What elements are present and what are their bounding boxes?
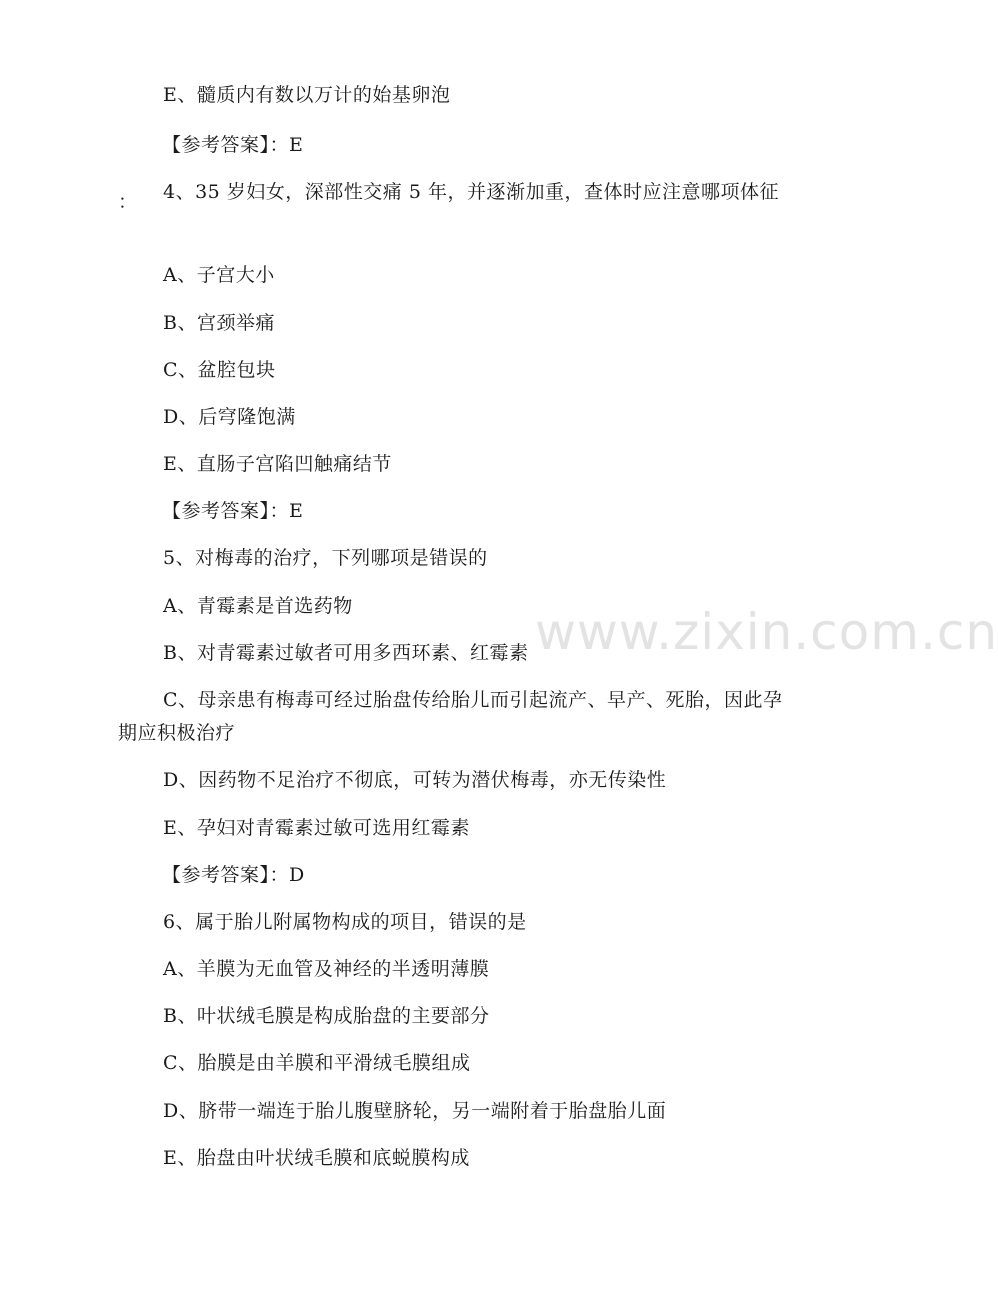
q4-option-a: A、子宫大小: [163, 264, 275, 286]
q5-option-d: D、因药物不足治疗不彻底，可转为潜伏梅毒，亦无传染性: [163, 769, 667, 791]
q5-option-c: C、母亲患有梅毒可经过胎盘传给胎儿而引起流产、早产、死胎，因此孕: [163, 689, 783, 711]
q5-stem: 5、对梅毒的治疗，下列哪项是错误的: [163, 547, 488, 569]
q4-stem-continuation: ：: [118, 191, 138, 213]
q4-option-b: B、宫颈举痛: [163, 312, 275, 334]
q5-option-a: A、青霉素是首选药物: [163, 595, 353, 617]
q6-option-c: C、胎膜是由羊膜和平滑绒毛膜组成: [163, 1052, 471, 1074]
q6-option-d: D、脐带一端连于胎儿腹壁脐轮，另一端附着于胎盘胎儿面: [163, 1100, 667, 1122]
q4-option-d: D、后穹隆饱满: [163, 406, 296, 428]
q6-option-a: A、羊膜为无血管及神经的半透明薄膜: [163, 958, 490, 980]
q6-option-b: B、叶状绒毛膜是构成胎盘的主要部分: [163, 1005, 490, 1027]
q6-option-e: E、胎盘由叶状绒毛膜和底蜕膜构成: [163, 1147, 470, 1169]
q4-option-e: E、直肠子宫陷凹触痛结节: [163, 453, 392, 475]
q3-option-e: E、髓质内有数以万计的始基卵泡: [163, 84, 451, 106]
q5-answer: 【参考答案】：D: [162, 864, 305, 886]
q5-option-b: B、对青霉素过敏者可用多西环素、红霉素: [163, 642, 529, 664]
q4-stem: 4、35 岁妇女，深部性交痛 5 年，并逐渐加重，查体时应注意哪项体征: [163, 181, 779, 203]
q4-answer: 【参考答案】：E: [162, 500, 304, 522]
q6-stem: 6、属于胎儿附属物构成的项目，错误的是: [163, 911, 527, 933]
q4-option-c: C、盆腔包块: [163, 359, 276, 381]
q3-answer: 【参考答案】：E: [162, 134, 304, 156]
watermark: www.zixin.com.cn: [535, 603, 998, 661]
q5-option-e: E、孕妇对青霉素过敏可选用红霉素: [163, 817, 470, 839]
q5-option-c-continuation: 期应积极治疗: [118, 722, 236, 744]
